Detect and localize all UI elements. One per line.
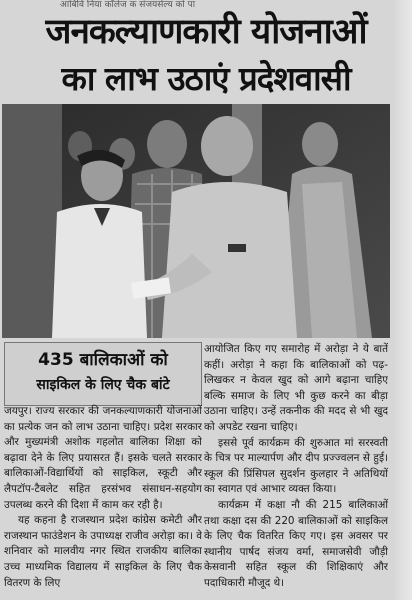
- article-paragraph: आयोजित किए गए समारोह में अरोड़ा ने ये बातें कहीं। अरोड़ा ने कहा कि बालिकाओं को पढ़-लिखकर न केवल खुद को आगे बढ़ाना चाहिए बल्कि समाज के लिए भी कुछ करने का बीड़ा उठाना चाहिए। उन्हें तकनीक की मदद से भी खुद को अपडेट रखना चाहिए।: [204, 343, 388, 433]
- headline-line-2: का लाभ उठाएं प्रदेशवासी: [61, 59, 351, 98]
- subheadline-line-2: साइकिल के लिए चैक बांटे: [36, 377, 170, 393]
- article-column-left: [4, 404, 202, 600]
- subheadline-box: [4, 342, 202, 406]
- article-paragraph: जयपुर। राज्य सरकार की जनकल्याणकारी योजनाओं का प्रत्येक जन को लाभ उठाना चाहिए। प्रदेश सरकार और मुख्यमंत्री अशोक गहलोत बालिका शिक्षा को बढ़ावा देने के लिए प्रयासरत हैं। इसके चलते सरकार बालिकाओं-विद्यार्थियों को साइकिल, स्कूटी और लैपटॉप-टैबलेट सहित हरसंभव संसाधन-सहयोग उपलब्ध करने की दिशा में काम कर रही है।: [4, 405, 202, 511]
- headline-line-1: जनकल्याणकारी योजनाओं: [45, 12, 367, 52]
- clipped-top-text: आबिवि निया काॅलेज क संजयसेल्य को पा: [60, 0, 196, 10]
- photo-illustration: [2, 104, 390, 338]
- article-column-right: [204, 342, 388, 600]
- news-photo: [2, 104, 390, 338]
- subheadline-line-1: 435 बालिकाओं को: [38, 350, 168, 370]
- headline: [0, 8, 412, 102]
- scan-edge: [392, 0, 412, 600]
- article-paragraph: इससे पूर्व कार्यक्रम की शुरुआत मां सरस्वती के चित्र पर माल्यार्पण और दीप प्रज्ज्वलन से हुई। स्कूल की प्रिंसिपल सुदर्शन कुलहार ने अतिथियों का स्वागत एवं आभार व्यक्त किया।: [204, 436, 388, 496]
- article-paragraph: कार्यक्रम में कक्षा नौ की 215 बालिकाओं तथा कक्षा दस की 220 बालिकाओं को साइकिल के लिए चैक वितरित किए गए। इस अवसर पर स्थानीय पार्षद संजय वर्मा, समाजसेवी जौड़ी केसवानी सहित स्कूल की शिक्षिकाएं और पदाधिकारी मौजूद थे।: [204, 498, 388, 589]
- article-paragraph: यह कहना है राजस्थान प्रदेश कांग्रेस कमेटी और राजस्थान फाउंडेशन के उपाध्यक्ष राजीव अरोड़ा का। वे शनिवार को मालवीय नगर स्थित राजकीय बालिका उच्च माध्यमिक विद्यालय में साइकिल के लिए चैक वितरण के लिए: [4, 514, 202, 589]
